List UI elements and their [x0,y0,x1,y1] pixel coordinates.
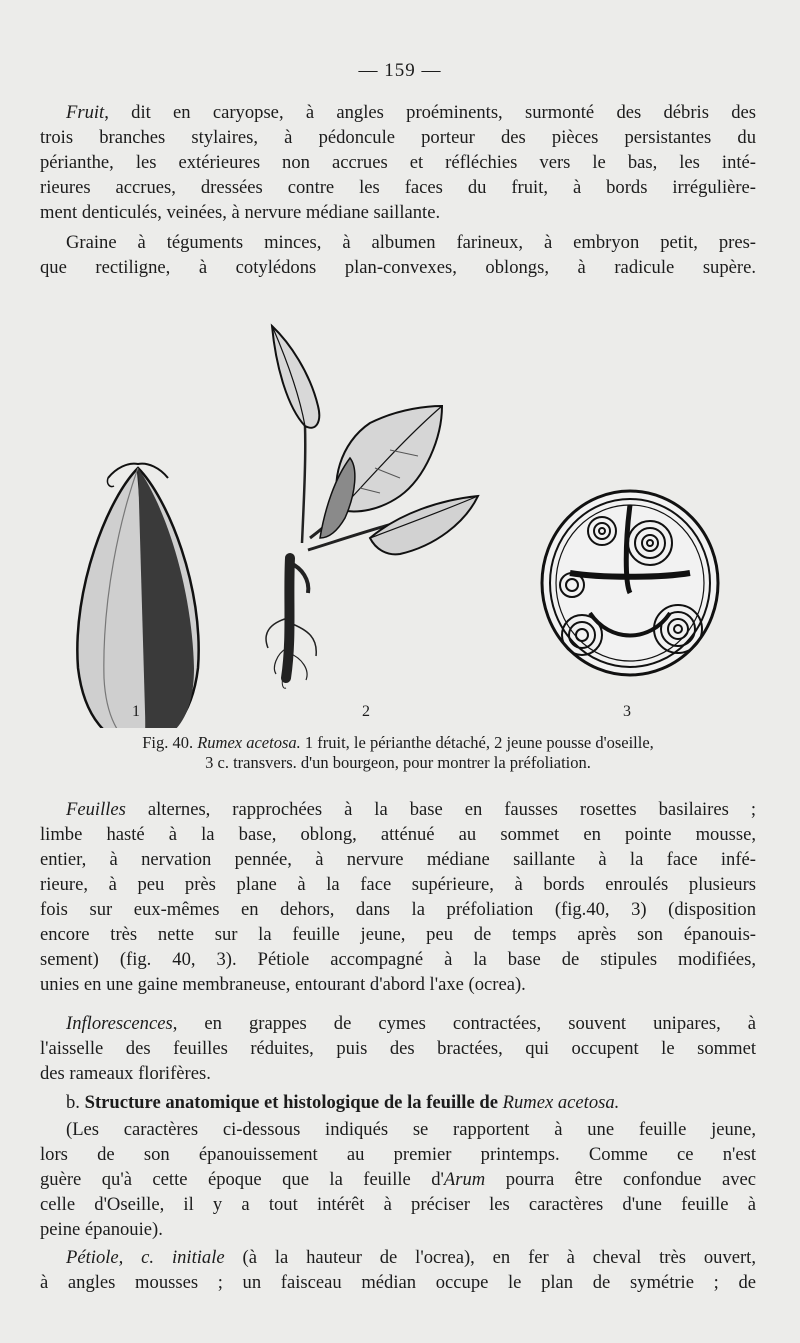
fruit-drawing [77,464,198,728]
paragraph-fruit: Fruit, dit en caryopse, à angles proéminents, surmonté des débris des trois branches stylaires, à pédoncule porteur des pièces persistantes du périanthe, les extérieures non accrues et réfléchies vers le bas, les inté- rieures accrues, dressées contre les faces du fruit, à bords irrégulière- ment denticulés, veinées, à nervure médiane saillante. [40,102,756,223]
paragraph-note: (Les caractères ci-dessous indiqués se rapportent à une feuille jeune, lors de son épanouissement au premier printemps. Comme ce n'est guère qu'à cette époque que la feuille d'Arum pourra être confondue avec celle d'Oseille, il y a tout intérêt à préciser les caractères d'une feuille à peine épanouie). [40,1119,756,1240]
page-number: — 159 — [358,60,442,81]
term-fruit: Fruit [66,102,105,123]
paragraph-inflorescences: Inflorescences, en grappes de cymes contractées, souvent unipares, à l'aisselle des feuilles réduites, puis des bractées, qui occupent le sommet des rameaux florifères. [40,1013,756,1084]
term-inflorescences: Inflorescences [66,1013,173,1034]
figure-label-3: 3 [623,703,631,720]
paragraph-graine: Graine à téguments minces, à albumen farineux, à embryon petit, pres- que rectiligne, à cotylédons plan-convexes, oblongs, à radicule supère. [40,232,756,278]
section-heading: b. Structure anatomique et histologique de la feuille de Rumex acetosa. [66,1092,620,1113]
figure-label-1: 1 [132,703,140,720]
term-feuilles: Feuilles [66,799,126,820]
figure-caption: Fig. 40. Rumex acetosa. 1 fruit, le périanthe détaché, 2 jeune pousse d'oseille, 3 c. transvers. d'un bourgeon, pour montrer la préfoliation. [142,733,654,772]
figure-40-illustrations [40,318,756,728]
term-petiole: Pétiole, c. initiale [66,1247,225,1268]
figure-label-2: 2 [362,703,370,720]
paragraph-petiole: Pétiole, c. initiale (à la hauteur de l'ocrea), en fer à cheval très ouvert, à angles mousses ; un faisceau médian occupe le plan de symétrie ; de [40,1247,756,1293]
bud-section-drawing [542,491,718,675]
paragraph-feuilles: Feuilles alternes, rapprochées à la base en fausses rosettes basilaires ; limbe hasté à la base, oblong, atténué au sommet en pointe mousse, entier, à nervation pennée, à nervure médiane saillante à la face infé- rieure, à peu près plane à la face supérieure, à bords enroulés plusieurs fois sur eux-mêmes en dehors, dans la préfoliation (fig.40, 3) (disposition encore très nette sur la feuille jeune, peu de temps après son épanouis- sement) (fig. 40, 3). Pétiole accompagné à la base de stipules modifiées, unies en une gaine membraneuse, entourant d'abord l'axe (ocrea). [40,799,756,995]
young-shoot-drawing [266,326,478,688]
